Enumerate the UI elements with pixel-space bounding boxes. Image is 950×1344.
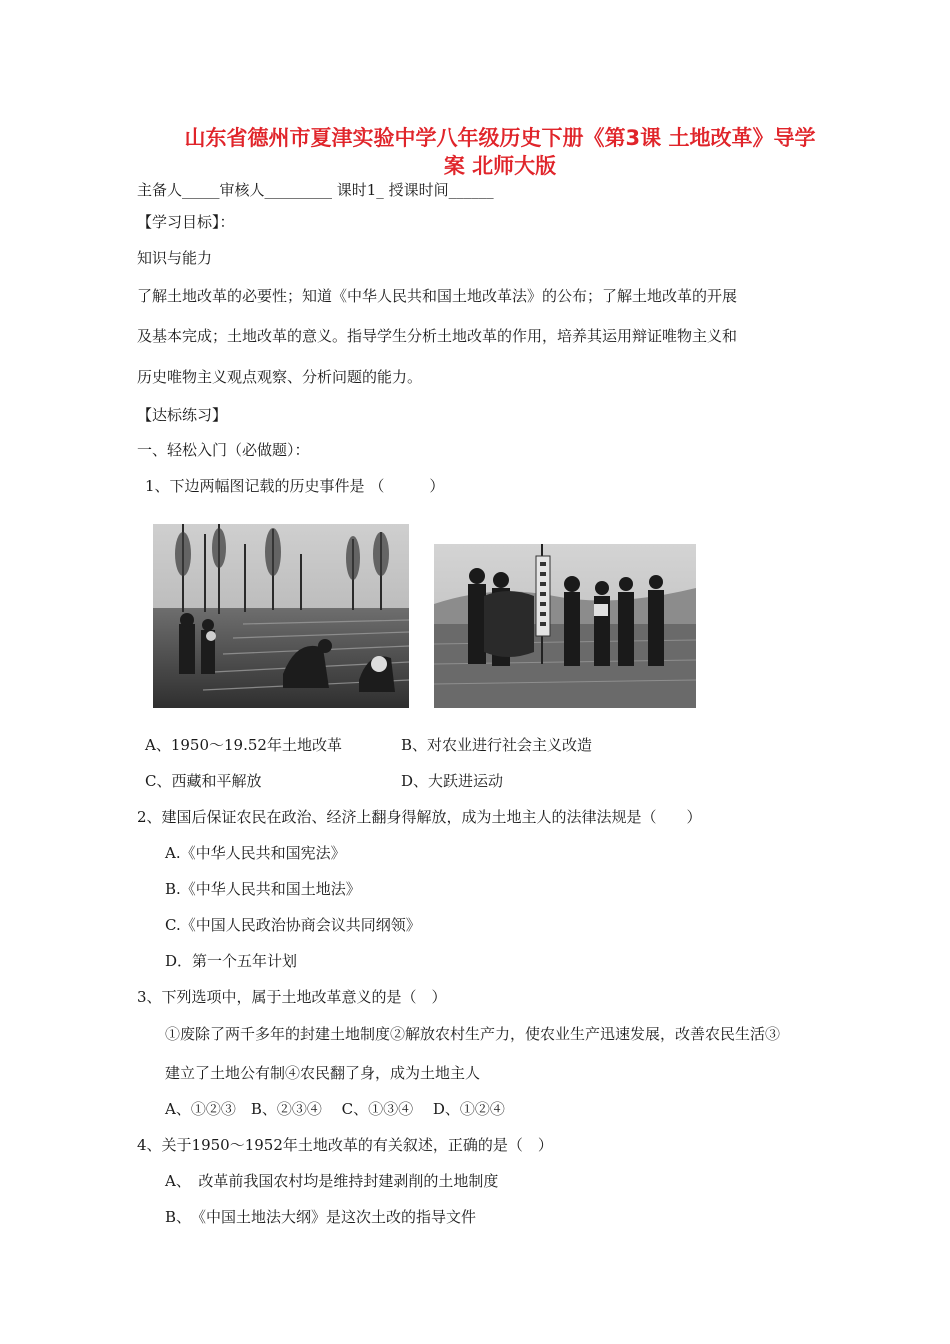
q1-option-b: B、对农业进行社会主义改造 xyxy=(401,736,593,754)
q1-option-c: C、西藏和平解放 xyxy=(145,772,262,790)
q3-options: A、①②③ B、②③④ C、①③④ D、①②④ xyxy=(165,1100,505,1118)
q1-option-d: D、大跃进运动 xyxy=(401,772,504,790)
practice-section: 一、轻松入门（必做题）： xyxy=(137,441,310,459)
objectives-text-3: 历史唯物主义观点观察、分析问题的能力。 xyxy=(137,368,423,386)
q2-option-a: A.《中华人民共和国宪法》 xyxy=(165,844,346,862)
practice-heading: 【达标练习】 xyxy=(137,406,228,424)
q4-option-b: B、 《中国土地法大纲》是这次土改的指导文件 xyxy=(165,1208,477,1226)
q1-stem: 1、下边两幅图记载的历史事件是 （ ） xyxy=(145,477,445,495)
banner-group-photo xyxy=(434,544,696,708)
q4-stem: 4、关于1950～1952年土地改革的有关叙述，正确的是（ ） xyxy=(137,1136,553,1154)
q3-body-2: 建立了土地公有制④农民翻了身，成为土地主人 xyxy=(165,1064,481,1082)
q1-option-a: A、1950～19.52年土地改革 xyxy=(145,736,342,754)
q3-body-1: ①废除了两千多年的封建土地制度②解放农村生产力，使农业生产迅速发展，改善农民生活③ xyxy=(165,1025,781,1043)
objectives-text-2: 及基本完成；土地改革的意义。指导学生分析土地改革的作用，培养其运用辩证唯物主义和 xyxy=(137,327,738,345)
doc-title-line-2: 案 北师大版 xyxy=(443,154,557,178)
q4-option-a: A、 改革前我国农村均是维持封建剥削的土地制度 xyxy=(165,1172,499,1190)
objectives-heading: 【学习目标】： xyxy=(137,213,235,231)
doc-meta-line: 主备人_____审核人_________ 课时1_ 授课时间______ xyxy=(137,181,494,199)
objectives-subheading: 知识与能力 xyxy=(137,249,213,267)
doc-title-line-1: 山东省德州市夏津实验中学八年级历史下册《第3课 土地改革》导学 xyxy=(184,126,816,150)
field-work-photo xyxy=(153,524,409,708)
objectives-text-1: 了解土地改革的必要性；知道《中华人民共和国土地改革法》的公布；了解土地改革的开展 xyxy=(137,287,738,305)
q2-option-c: C.《中国人民政治协商会议共同纲领》 xyxy=(165,916,421,934)
q3-stem: 3、下列选项中，属于土地改革意义的是（ ） xyxy=(137,988,447,1006)
q2-option-b: B.《中华人民共和国土地法》 xyxy=(165,880,361,898)
q2-stem: 2、建国后保证农民在政治、经济上翻身得解放，成为土地主人的法律法规是（ ） xyxy=(137,808,702,826)
q2-option-d: D．第一个五年计划 xyxy=(165,952,298,970)
